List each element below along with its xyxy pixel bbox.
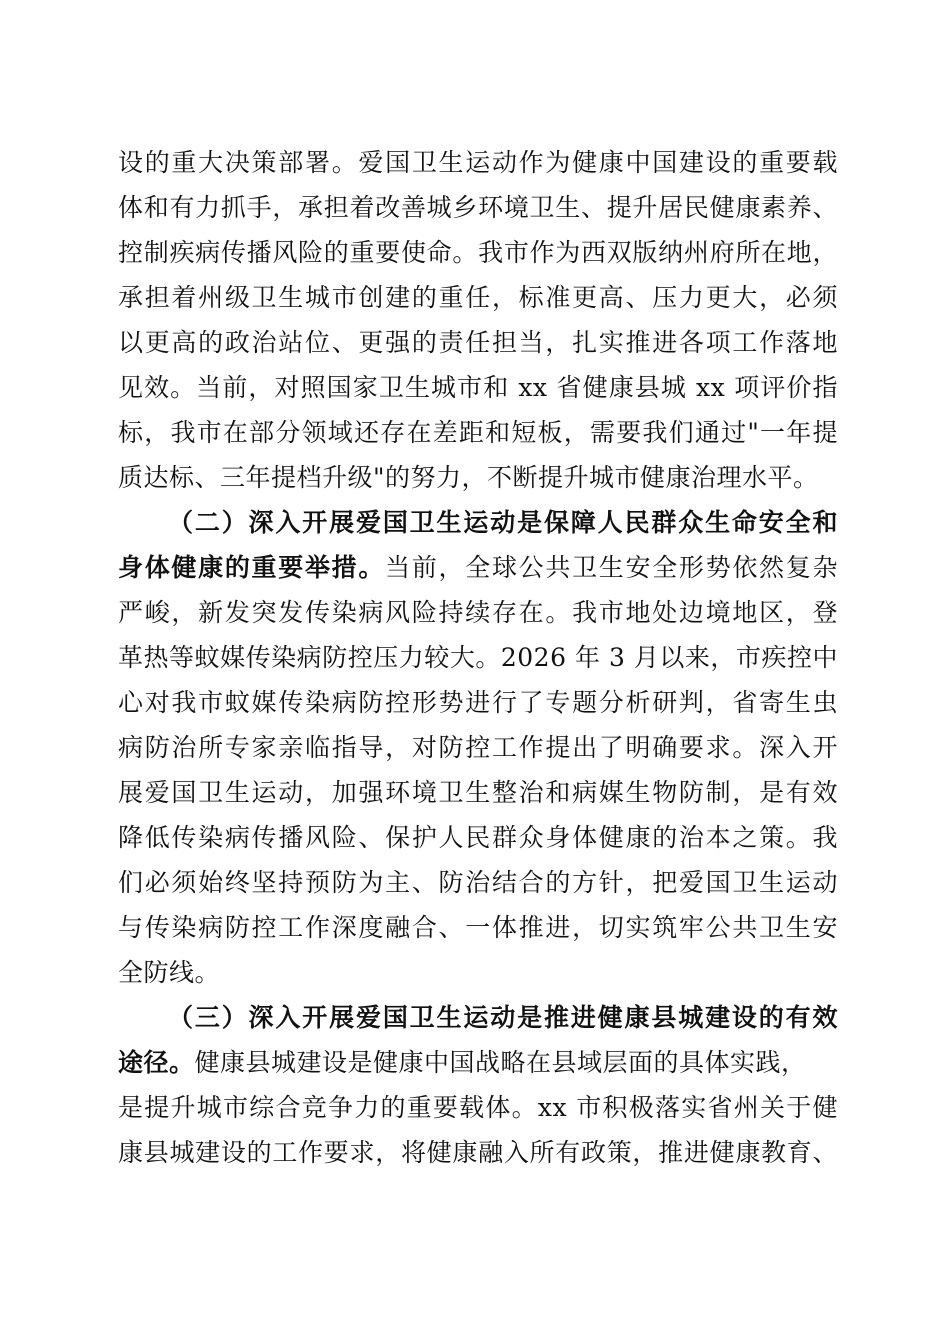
paragraph-2-line: 革热等蚊媒传染病防控压力较大。2026 年 3 月以来，市疾控中	[118, 643, 838, 672]
paragraph-2-line: 心对我市蚊媒传染病防控形势进行了专题分析研判，省寄生虫	[118, 688, 838, 717]
section-3-text: 健康县城建设是健康中国战略在县域层面的具体实践，	[194, 1048, 807, 1077]
paragraph-1-line: 以更高的政治站位、更强的责任担当，扎实推进各项工作落地	[118, 328, 838, 357]
paragraph-3-line: 是提升城市综合竞争力的重要载体。xx 市积极落实省州关于健	[118, 1093, 838, 1122]
paragraph-2-line	[118, 551, 838, 585]
paragraph-3-line	[118, 1046, 838, 1080]
paragraph-2-line: 严峻，新发突发传染病风险持续存在。我市地处边境地区，登	[118, 598, 838, 627]
paragraph-2-line: 降低传染病传播风险、保护人民群众身体健康的治本之策。我	[118, 823, 838, 852]
section-2-heading-rest: 身体健康的重要举措。	[118, 553, 386, 582]
paragraph-1-line: 标，我市在部分领域还存在差距和短板，需要我们通过"一年提	[118, 418, 838, 447]
paragraph-1-line: 见效。当前，对照国家卫生城市和 xx 省健康县城 xx 项评价指	[118, 373, 838, 402]
paragraph-2-line: 们必须始终坚持预防为主、防治结合的方针，把爱国卫生运动	[118, 868, 838, 897]
paragraph-1-line: 控制疾病传播风险的重要使命。我市作为西双版纳州府所在地，	[118, 238, 838, 267]
section-2-text: 当前，全球公共卫生安全形势依然复杂	[385, 553, 838, 582]
section-3-heading: （三）深入开展爱国卫生运动是推进健康县城建设的有效	[168, 1003, 838, 1032]
paragraph-1-line: 承担着州级卫生城市创建的重任，标准更高、压力更大，必须	[118, 283, 838, 312]
paragraph-2-line: 与传染病防控工作深度融合、一体推进，切实筑牢公共卫生安	[118, 913, 838, 942]
paragraph-2-line: 展爱国卫生运动，加强环境卫生整治和病媒生物防制，是有效	[118, 778, 838, 807]
paragraph-1-line: 体和有力抓手，承担着改善城乡环境卫生、提升居民健康素养、	[118, 193, 838, 222]
paragraph-2-line: 全防线。	[118, 958, 221, 987]
section-3-heading-rest: 途径。	[118, 1048, 195, 1077]
paragraph-1-line: 设的重大决策部署。爱国卫生运动作为健康中国建设的重要载	[118, 148, 838, 177]
paragraph-1-line: 质达标、三年提档升级"的努力，不断提升城市健康治理水平。	[118, 463, 819, 492]
paragraph-2-line: 病防治所专家亲临指导，对防控工作提出了明确要求。深入开	[118, 733, 838, 762]
paragraph-3-line: 康县城建设的工作要求，将健康融入所有政策，推进健康教育、	[118, 1138, 838, 1167]
section-2-heading: （二）深入开展爱国卫生运动是保障人民群众生命安全和	[168, 508, 838, 537]
